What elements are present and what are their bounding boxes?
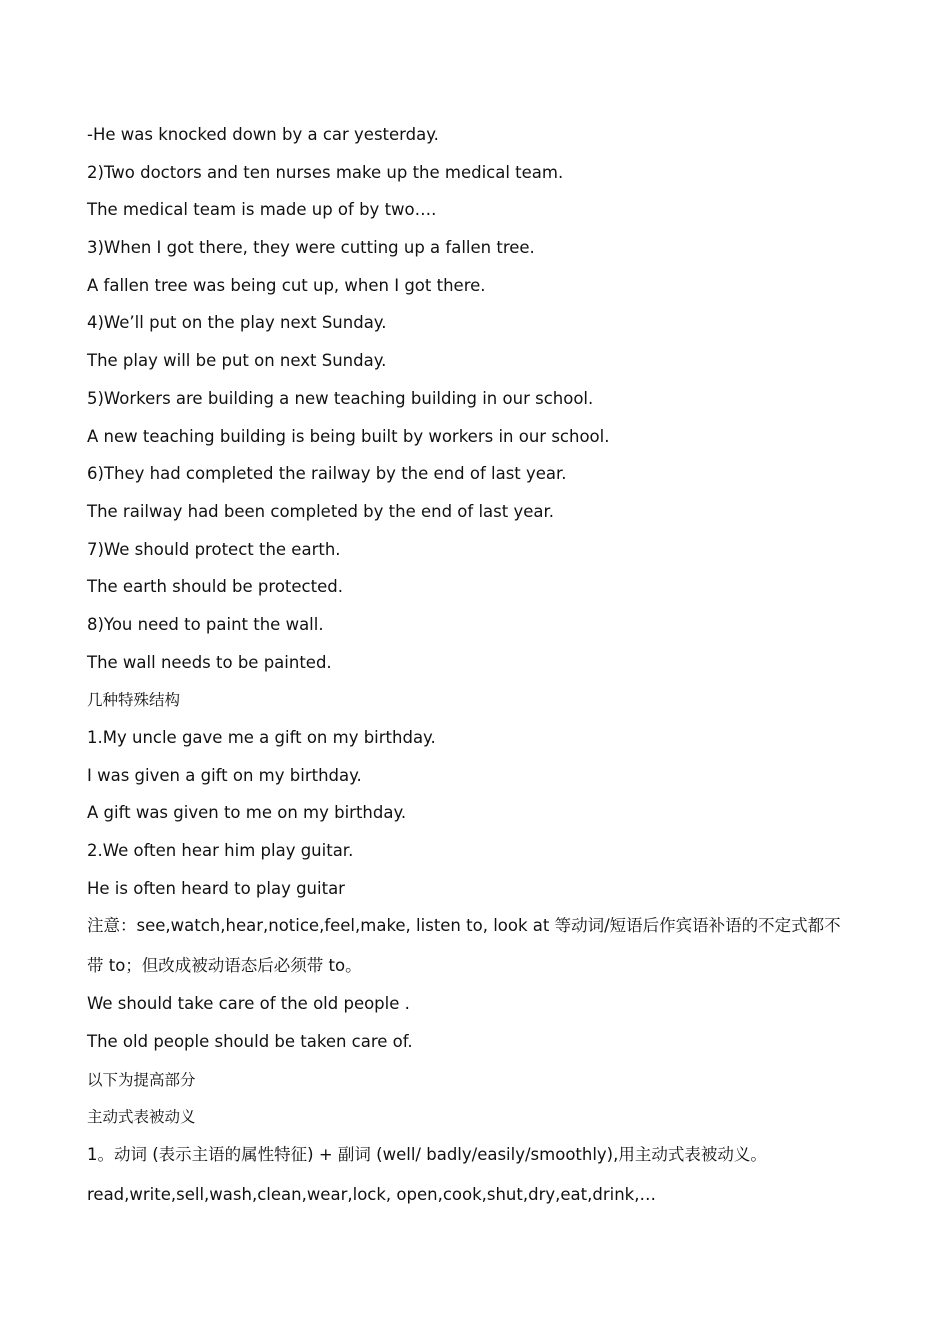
text-line: The medical team is made up of by two…. <box>87 200 437 220</box>
text-line: A gift was given to me on my birthday. <box>87 803 407 823</box>
section-heading: 主动式表被动义 <box>87 1108 196 1127</box>
text-line: The old people should be taken care of. <box>87 1031 413 1051</box>
section-heading: 几种特殊结构 <box>87 691 181 710</box>
text-line: The earth should be protected. <box>87 577 343 597</box>
text-line: The play will be put on next Sunday. <box>87 351 387 371</box>
text-line: We should take care of the old people . <box>87 994 410 1014</box>
text-line: 3)When I got there, they were cutting up a fallen tree. <box>87 238 535 258</box>
document-body <box>87 124 887 1222</box>
text-line: The railway had been completed by the end of last year. <box>87 501 554 521</box>
text-line: 1。动词 (表示主语的属性特征) + 副词 (well/ badly/easily/smoothly),用主动式表被动义。 <box>87 1144 767 1164</box>
text-line: 6)They had completed the railway by the end of last year. <box>87 464 567 484</box>
text-line: A fallen tree was being cut up, when I got there. <box>87 275 486 295</box>
text-line: 1.My uncle gave me a gift on my birthday. <box>87 728 436 747</box>
text-line: 2.We often hear him play guitar. <box>87 841 354 861</box>
text-line: -He was knocked down by a car yesterday. <box>87 125 439 144</box>
text-line: He is often heard to play guitar <box>87 878 345 898</box>
text-line: 2)Two doctors and ten nurses make up the medical team. <box>87 162 564 182</box>
text-line: The wall needs to be painted. <box>87 652 332 672</box>
text-line: A new teaching building is being built by workers in our school. <box>87 426 610 446</box>
text-line: 7)We should protect the earth. <box>87 539 341 559</box>
section-heading: 以下为提高部分 <box>87 1070 196 1089</box>
text-line: read,write,sell,wash,clean,wear,lock, open,cook,shut,dry,eat,drink,… <box>87 1184 656 1204</box>
text-line: 4)We’ll put on the play next Sunday. <box>87 313 387 333</box>
note-line: 带 to；但改成被动语态后必须带 to。 <box>87 956 362 976</box>
note-line: 注意：see,watch,hear,notice,feel,make, listen to, look at 等动词/短语后作宾语补语的不定式都不 <box>87 916 841 936</box>
text-line: I was given a gift on my birthday. <box>87 765 362 785</box>
text-line: 5)Workers are building a new teaching building in our school. <box>87 388 594 408</box>
text-line: 8)You need to paint the wall. <box>87 614 324 634</box>
